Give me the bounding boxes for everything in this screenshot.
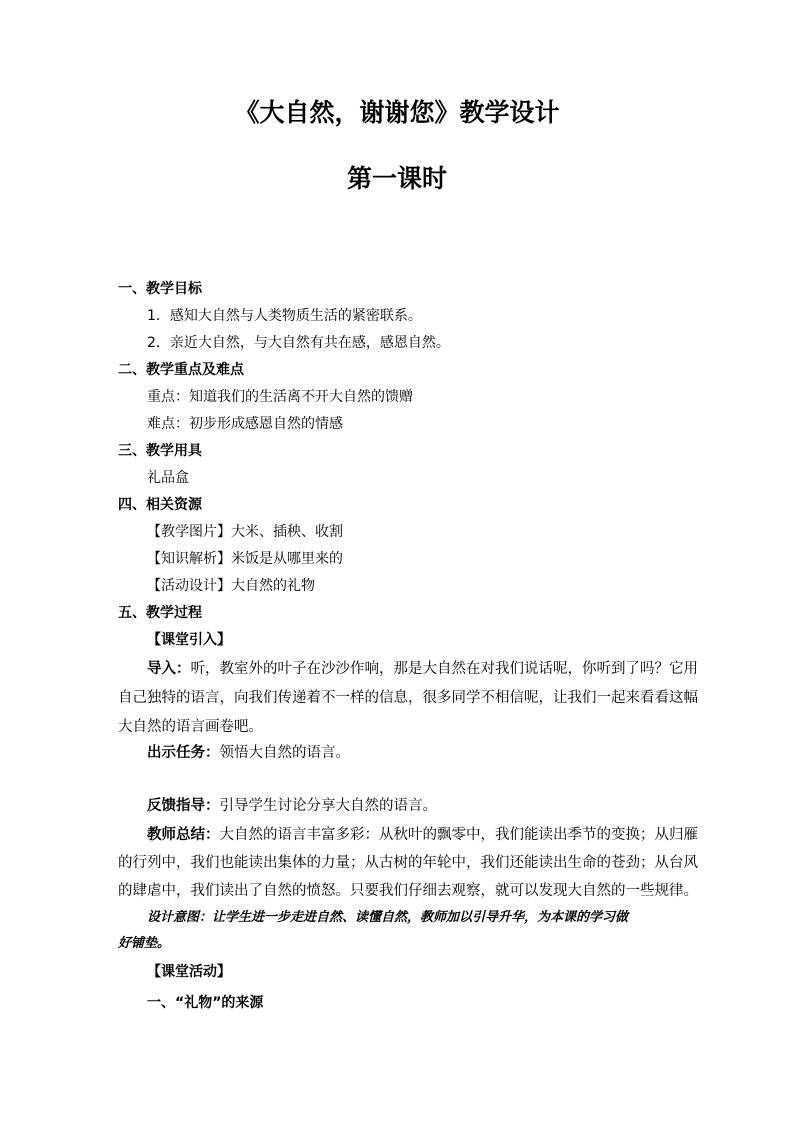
task-text: 领悟大自然的语言。	[219, 745, 350, 761]
summary-line-3: 的肆虐中，我们读出了自然的愤怒。只要我们仔细去观察，就可以发现大自然的一些规律。	[118, 883, 698, 899]
document-title: 《大自然，谢谢您》教学设计	[234, 98, 560, 127]
resource-item-knowledge: 【知识解析】米饭是从哪里来的	[147, 551, 343, 567]
feedback-line	[147, 796, 437, 816]
goal-item-2: 2．亲近大自然，与大自然有共在感，感恩自然。	[147, 335, 450, 351]
class-activity-heading: 【课堂活动】	[147, 964, 231, 980]
intro-text-1: 听，教室外的叶子在沙沙作响，那是大自然在对我们说话呢，你听到了吗？它用	[190, 661, 698, 677]
feedback-text: 引导学生讨论分享大自然的语言。	[219, 798, 437, 814]
design-intent-line-2: 好铺垫。	[118, 936, 171, 951]
resource-item-activity: 【活动设计】大自然的礼物	[147, 578, 315, 594]
intro-paragraph-line-3: 大自然的语言画卷吧。	[118, 719, 263, 735]
design-intent-line-1: 设计意图：让学生进一步走进自然、读懂自然，教师加以引导升华，为本课的学习做	[147, 910, 629, 925]
class-intro-heading: 【课堂引入】	[147, 632, 231, 648]
lesson-subtitle: 第一课时	[346, 164, 447, 193]
section-heading-process: 五、教学过程	[118, 605, 202, 621]
intro-label: 导入：	[147, 661, 191, 677]
summary-text-1: 大自然的语言丰富多彩：从秋叶的飘零中，我们能读出季节的变换；从归雁	[219, 827, 698, 843]
activity-item-gift-source: 一、“礼物”的来源	[147, 995, 264, 1011]
task-label: 出示任务：	[147, 745, 220, 761]
key-point-item: 重点：知道我们的生活离不开大自然的馈赠	[147, 389, 413, 405]
section-heading-tools: 三、教学用具	[118, 443, 202, 459]
difficulty-item: 难点：初步形成感恩自然的情感	[147, 416, 343, 432]
section-heading-goals: 一、教学目标	[118, 281, 202, 297]
section-heading-key-points: 二、教学重点及难点	[118, 362, 244, 378]
task-line	[147, 743, 350, 763]
intro-paragraph-line-1	[147, 659, 698, 679]
summary-label: 教师总结：	[147, 827, 220, 843]
summary-line-2: 的行列中，我们也能读出集体的力量；从古树的年轮中，我们还能读出生命的苍劲；从台风	[118, 855, 698, 871]
summary-line-1	[147, 825, 698, 845]
feedback-label: 反馈指导：	[147, 798, 220, 814]
resource-item-images: 【教学图片】大米、插秧、收割	[147, 524, 343, 540]
tool-item: 礼品盒	[147, 470, 189, 486]
section-heading-resources: 四、相关资源	[118, 497, 202, 513]
goal-item-1: 1．感知大自然与人类物质生活的紧密联系。	[147, 308, 422, 324]
intro-paragraph-line-2: 自己独特的语言，向我们传递着不一样的信息，很多同学不相信呢，让我们一起来看看这幅	[118, 690, 698, 706]
